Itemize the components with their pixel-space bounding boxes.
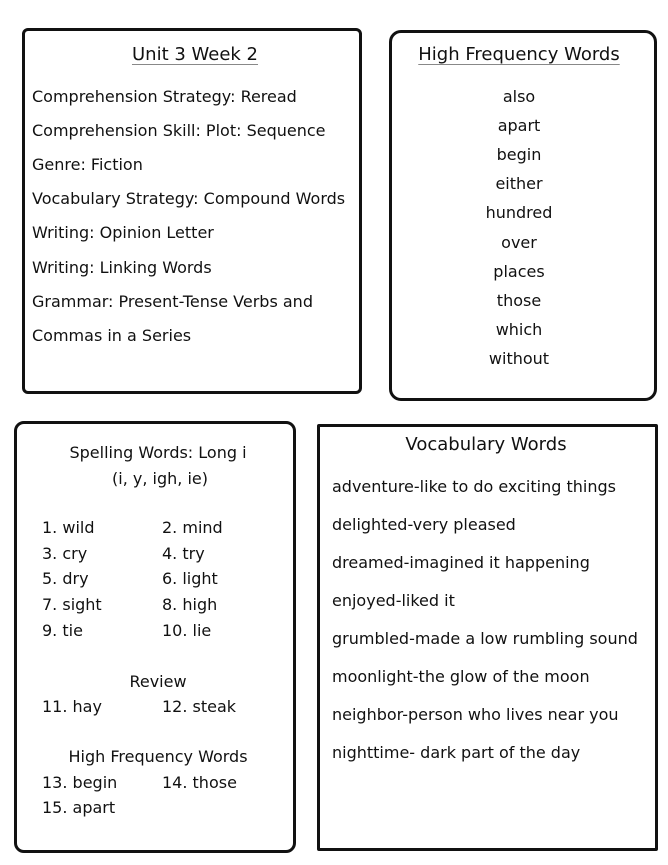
- review-title: Review: [129, 672, 187, 691]
- spelling-word: 3. cry: [42, 543, 88, 563]
- spelling-hfw-word: 13. begin: [42, 773, 118, 792]
- spelling-subtitle: (i, y, igh, ie): [112, 469, 208, 488]
- spelling-hfw-title: High Frequency Words: [68, 747, 248, 766]
- unit-line: Grammar: Present-Tense Verbs and: [32, 291, 313, 311]
- hfw-word: also: [502, 87, 536, 106]
- hfw-word: those: [496, 290, 542, 310]
- spelling-word: 4. try: [162, 543, 205, 563]
- vocab-line: adventure-like to do exciting things: [332, 477, 616, 496]
- spelling-word: 1. wild: [42, 518, 95, 537]
- spelling-hfw-word: 15. apart: [42, 798, 116, 817]
- vocab-line: grumbled-made a low rumbling sound: [332, 629, 638, 648]
- hfw-word: hundred: [485, 203, 553, 223]
- spelling-hfw-word: 14. those: [162, 773, 237, 792]
- spelling-word: 7. sight: [42, 595, 102, 615]
- vocab-line: neighbor-person who lives near you: [332, 705, 619, 724]
- unit-line: Genre: Fiction: [32, 155, 143, 175]
- vocab-line: nighttime- dark part of the day: [332, 743, 581, 762]
- hfw-word: begin: [496, 145, 542, 165]
- unit-title: Unit 3 Week 2: [131, 44, 259, 65]
- unit-line: Writing: Linking Words: [32, 257, 212, 277]
- review-word: 12. steak: [162, 697, 237, 716]
- spelling-word: 8. high: [162, 595, 218, 615]
- spelling-word: 10. lie: [162, 620, 212, 640]
- hfw-word: apart: [497, 116, 541, 136]
- vocab-title: Vocabulary Words: [405, 434, 567, 455]
- hfw-word: over: [501, 232, 537, 252]
- spelling-title: Spelling Words: Long i: [69, 443, 247, 462]
- spelling-word: 6. light: [162, 569, 218, 589]
- hfw-word: either: [495, 174, 543, 194]
- unit-line: Comprehension Strategy: Reread: [32, 87, 297, 106]
- vocab-line: moonlight-the glow of the moon: [332, 667, 590, 686]
- unit-line: Commas in a Series: [32, 325, 192, 345]
- hfw-title: High Frequency Words: [418, 44, 620, 65]
- unit-line: Vocabulary Strategy: Compound Words: [32, 189, 346, 209]
- vocab-line: delighted-very pleased: [332, 515, 516, 534]
- hfw-word: without: [488, 348, 550, 368]
- unit-line: Writing: Opinion Letter: [32, 223, 214, 243]
- spelling-word: 2. mind: [162, 518, 223, 537]
- spelling-word: 9. tie: [42, 620, 83, 640]
- vocab-line: dreamed-imagined it happening: [332, 553, 590, 572]
- review-word: 11. hay: [42, 697, 102, 716]
- vocab-line: enjoyed-liked it: [332, 591, 455, 610]
- spelling-word: 5. dry: [42, 569, 89, 589]
- unit-line: Comprehension Skill: Plot: Sequence: [32, 121, 326, 141]
- hfw-word: which: [495, 319, 543, 339]
- hfw-word: places: [493, 261, 545, 281]
